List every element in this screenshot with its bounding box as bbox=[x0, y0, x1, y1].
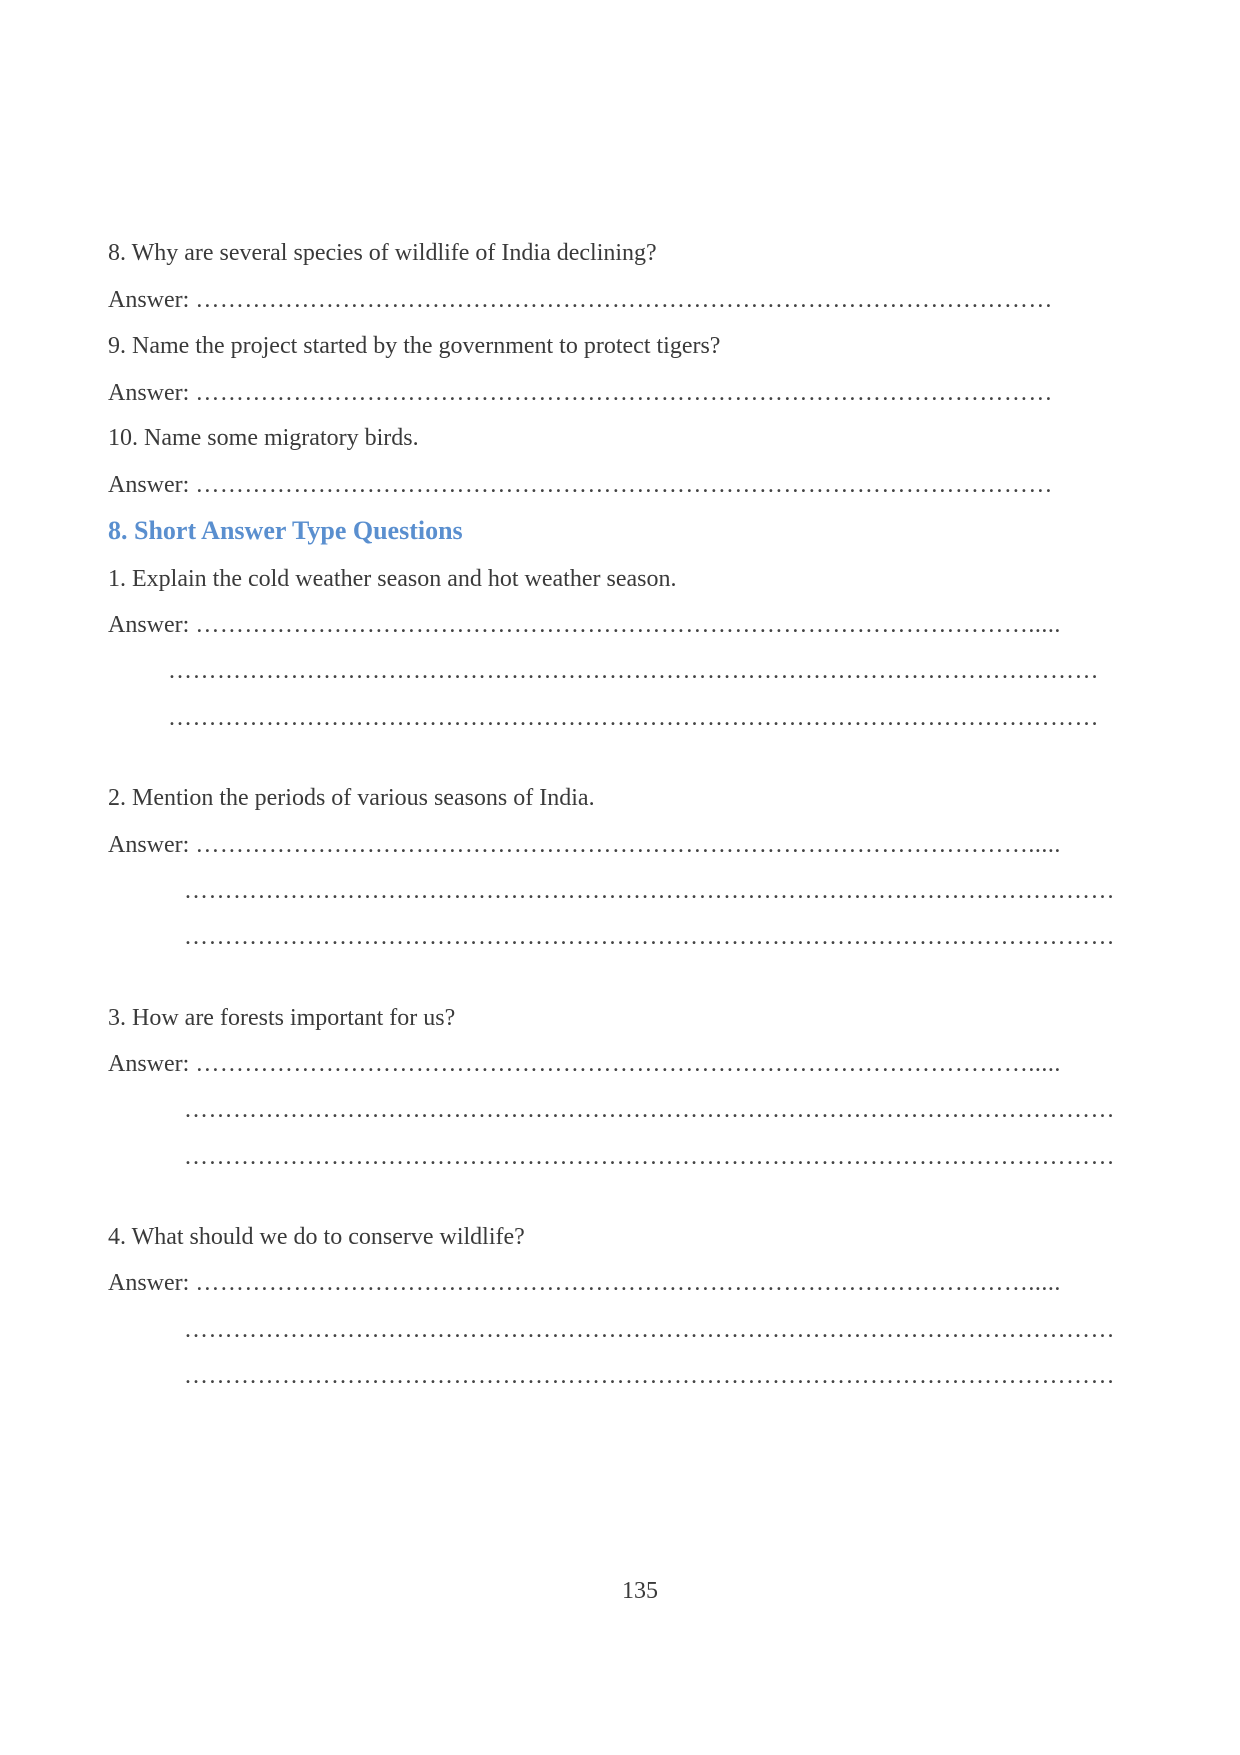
answer-label: Answer: bbox=[108, 1270, 190, 1296]
answer-continuation-line: …………………………………………………………………………………………………… bbox=[168, 658, 1099, 684]
answer-continuation-line: …………………………………………………………………………………………………… bbox=[184, 1317, 1115, 1343]
section-heading: 8. Short Answer Type Questions bbox=[108, 516, 463, 545]
answer-label: Answer: bbox=[108, 612, 190, 638]
short-answer-3 bbox=[108, 1049, 1061, 1079]
question-8: 8. Why are several species of wildlife of India declining? bbox=[108, 240, 657, 266]
answer-line: …………………………………………………………………………………………..... bbox=[195, 612, 1061, 638]
answer-line: …………………………………………………………………………………………… bbox=[195, 472, 1053, 498]
short-question-2: 2. Mention the periods of various seasons of India. bbox=[108, 785, 595, 811]
short-answer-1 bbox=[108, 610, 1061, 640]
answer-8 bbox=[108, 285, 1053, 315]
short-question-3: 3. How are forests important for us? bbox=[108, 1005, 456, 1031]
answer-label: Answer: bbox=[108, 832, 190, 858]
short-question-4: 4. What should we do to conserve wildlife? bbox=[108, 1224, 525, 1250]
answer-line: …………………………………………………………………………………………..... bbox=[195, 1270, 1061, 1296]
answer-label: Answer: bbox=[108, 287, 190, 313]
answer-label: Answer: bbox=[108, 380, 190, 406]
answer-line: …………………………………………………………………………………………..... bbox=[195, 1051, 1061, 1077]
page-number: 135 bbox=[622, 1578, 658, 1604]
answer-continuation-line: …………………………………………………………………………………………………… bbox=[184, 924, 1115, 950]
answer-line: …………………………………………………………………………………………..... bbox=[195, 832, 1061, 858]
answer-10 bbox=[108, 470, 1053, 500]
answer-continuation-line: …………………………………………………………………………………………………… bbox=[184, 1097, 1115, 1123]
answer-continuation-line: …………………………………………………………………………………………………… bbox=[184, 1144, 1115, 1170]
answer-continuation-line: …………………………………………………………………………………………………… bbox=[184, 878, 1115, 904]
answer-9 bbox=[108, 378, 1053, 408]
question-10: 10. Name some migratory birds. bbox=[108, 425, 419, 451]
short-answer-4 bbox=[108, 1268, 1061, 1298]
short-question-1: 1. Explain the cold weather season and hot weather season. bbox=[108, 566, 677, 592]
short-answer-2 bbox=[108, 830, 1061, 860]
answer-continuation-line: …………………………………………………………………………………………………… bbox=[168, 705, 1099, 731]
answer-label: Answer: bbox=[108, 472, 190, 498]
answer-line: …………………………………………………………………………………………… bbox=[195, 380, 1053, 406]
answer-label: Answer: bbox=[108, 1051, 190, 1077]
answer-continuation-line: …………………………………………………………………………………………………… bbox=[184, 1363, 1115, 1389]
answer-line: …………………………………………………………………………………………… bbox=[195, 287, 1053, 313]
question-9: 9. Name the project started by the government to protect tigers? bbox=[108, 333, 721, 359]
